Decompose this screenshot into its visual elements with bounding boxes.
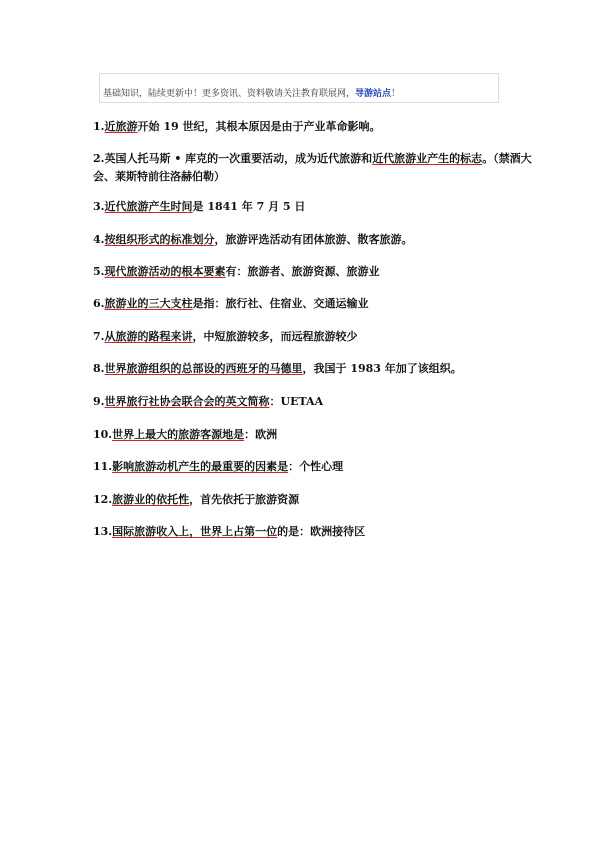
item-text: 是指：旅行社、住宿业、交通运输业: [192, 297, 369, 310]
item-number: 10.: [93, 428, 113, 441]
list-item: [93, 393, 533, 411]
item-number: 2.: [93, 152, 105, 165]
item-number: 7.: [93, 330, 105, 343]
key-phrase: 现代旅游活动的根本要素: [104, 265, 226, 278]
item-number: 1.: [93, 120, 105, 133]
list-item: [93, 198, 533, 216]
list-item: [93, 118, 533, 136]
guide-site-link[interactable]: 导游站点: [355, 89, 392, 99]
item-text: ，首先依托于旅游资源: [189, 493, 300, 506]
key-phrase: 近代旅游产生时间: [104, 200, 193, 213]
item-text: 开始 19 世纪，其根本原因是由于产业革命影响。: [137, 120, 381, 133]
item-text: ，我国于 1983 年加了该组织。: [302, 362, 462, 375]
list-item: [93, 263, 533, 281]
item-number: 6.: [93, 297, 105, 310]
item-text: 有：旅游者、旅游资源、旅游业: [225, 265, 380, 278]
item-text: 的是：欧洲接待区: [277, 525, 366, 538]
item-number: 11.: [93, 460, 113, 473]
item-text: ：欧洲: [244, 428, 278, 441]
item-text: ，中短旅游较多，而远程旅游较少: [192, 330, 358, 343]
list-item: [93, 360, 533, 378]
key-phrase: 影响旅游动机产生的最重要的因素是: [112, 460, 289, 473]
key-phrase: 世界旅游组织的总部设的西班牙的马德里: [104, 362, 303, 375]
list-item: [93, 295, 533, 313]
list-item: [93, 231, 533, 249]
banner-suffix: ！: [391, 89, 401, 99]
item-text: ：UETAA: [269, 395, 324, 408]
key-phrase: 国际旅游收入上，世界上占第一位: [112, 525, 278, 538]
item-text: 是 1841 年 7 月 5 日: [192, 200, 306, 213]
site-banner: [99, 73, 499, 103]
item-text: ：个性心理: [288, 460, 344, 473]
list-item: [93, 150, 533, 186]
item-number: 8.: [93, 362, 105, 375]
key-phrase: 旅游业的三大支柱: [104, 297, 193, 310]
item-text: 。（禁酒大会、莱斯特前往洛赫伯勒）: [93, 152, 532, 183]
list-item: [93, 426, 533, 444]
item-number: 5.: [93, 265, 105, 278]
key-phrase: 世界旅行社协会联合会的英文简称: [104, 395, 270, 408]
list-item: [93, 328, 533, 346]
list-item: [93, 523, 533, 541]
item-text: ，旅游评选活动有团体旅游、散客旅游。: [214, 233, 413, 246]
key-phrase: 近代旅游业产生的标志: [372, 152, 483, 165]
item-text: 英国人托马斯 • 库克的一次重要活动，成为近代旅游和: [104, 152, 373, 165]
item-number: 9.: [93, 395, 105, 408]
key-phrase: 从旅游的路程来讲: [104, 330, 193, 343]
key-phrase: 旅游业的依托性: [112, 493, 190, 506]
banner-text: 基础知识，陆续更新中！更多资讯、资料敬请关注教育联展网，: [103, 89, 356, 99]
list-item: [93, 458, 533, 476]
list-item: [93, 491, 533, 509]
item-number: 4.: [93, 233, 105, 246]
key-phrase: 按组织形式的标准划分: [104, 233, 215, 246]
key-phrase: 世界上最大的旅游客源地是: [112, 428, 245, 441]
key-phrase: 近旅游: [104, 120, 138, 133]
item-number: 13.: [93, 525, 113, 538]
item-number: 3.: [93, 200, 105, 213]
item-number: 12.: [93, 493, 113, 506]
